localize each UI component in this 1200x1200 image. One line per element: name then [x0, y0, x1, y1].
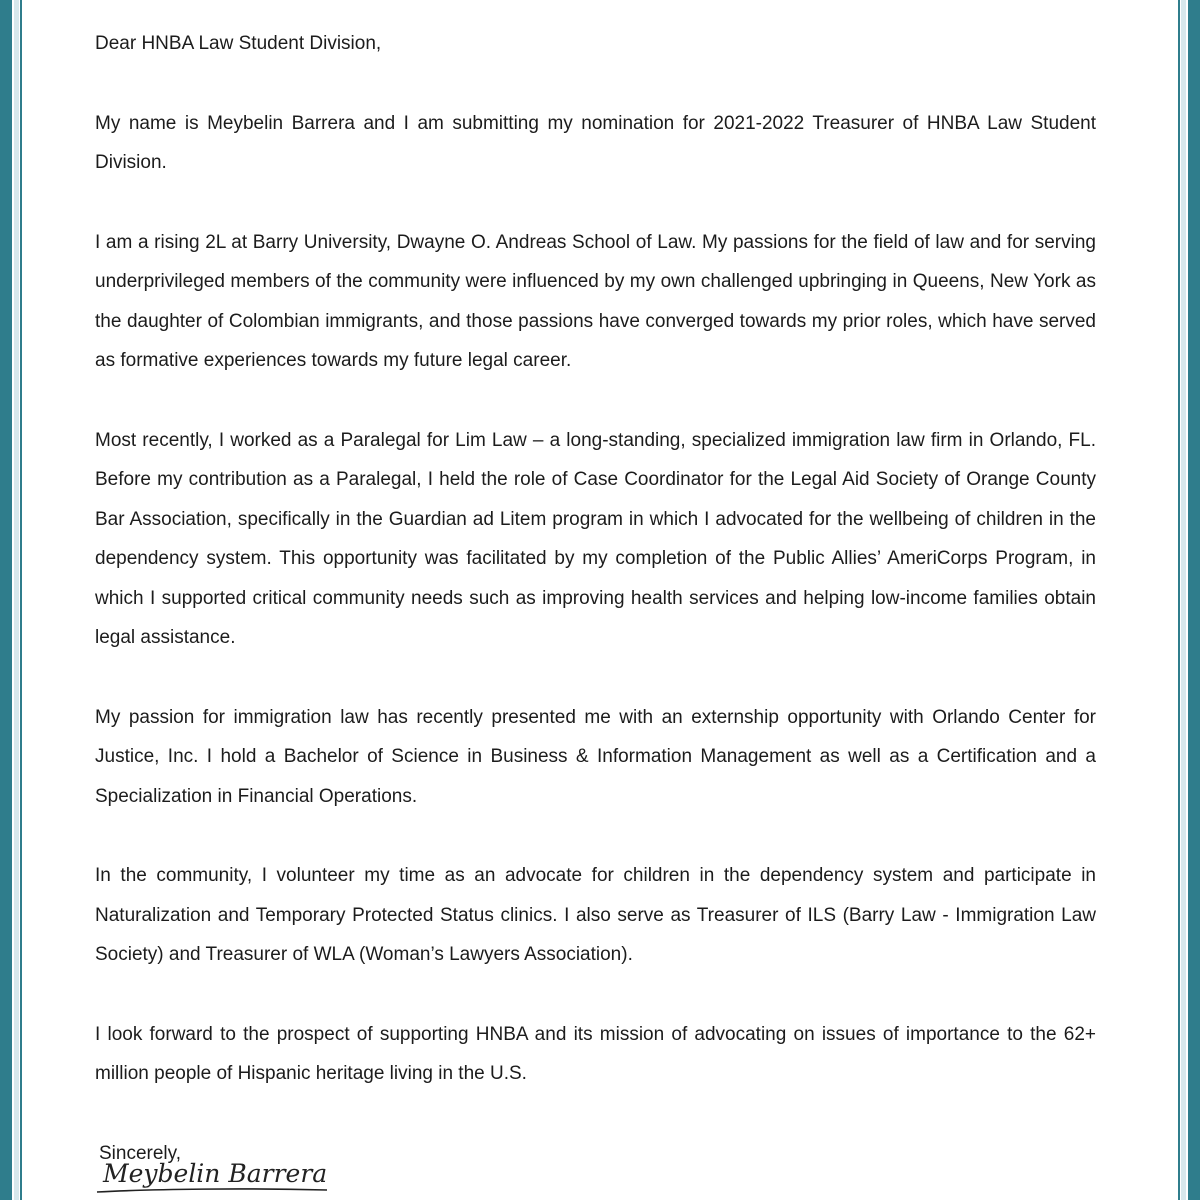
- left-border: [0, 0, 12, 1200]
- left-border-line: [20, 0, 22, 1200]
- right-border-line: [1178, 0, 1180, 1200]
- right-border-inner: [1181, 0, 1186, 1200]
- left-border-inner: [14, 0, 19, 1200]
- letter-body: [95, 24, 1096, 1173]
- signature: [95, 1150, 335, 1200]
- greeting: Dear HNBA Law Student Division,: [95, 33, 382, 54]
- paragraph-nomination: My name is Meybelin Barrera and I am submitting my nomination for 2021-2022 Treasurer of HNBA Law Student Division.: [95, 112, 1096, 173]
- paragraph-background: I am a rising 2L at Barry University, Dwayne O. Andreas School of Law. My passions for the field of law and for serving underprivileged members of the community were influenced by my own challenged upbringing in Queens, New York as the daughter of Colombian immigrants, and those passions have converged towards my prior roles, which have served as formative experiences towards my future legal career.: [95, 231, 1096, 371]
- paragraph-community: In the community, I volunteer my time as an advocate for children in the dependency system and participate in Naturalization and Temporary Protected Status clinics. I also serve as Treasurer of ILS (Barry Law - Immigration Law Society) and Treasurer of WLA (Woman’s Lawyers Association).: [95, 865, 1096, 965]
- signature-text: Meybelin Barrera: [103, 1159, 328, 1188]
- closing: Sincerely,: [99, 1142, 182, 1164]
- paragraph-closing: I look forward to the prospect of supporting HNBA and its mission of advocating on issues of importance to the 62+ million people of Hispanic heritage living in the U.S.: [95, 1023, 1096, 1084]
- paragraph-education: My passion for immigration law has recently presented me with an externship opportunity with Orlando Center for Justice, Inc. I hold a Bachelor of Science in Business & Information Management as well as a Certification and a Specialization in Financial Operations.: [95, 706, 1096, 807]
- signature-scribble: [95, 1150, 335, 1200]
- paragraph-experience: Most recently, I worked as a Paralegal for Lim Law – a long-standing, specialized immigration law firm in Orlando, FL. Before my contribution as a Paralegal, I held the role of Case Coordinator for the Legal Aid Society of Orange County Bar Association, specifically in the Guardian ad Litem program in which I advocated for the wellbeing of children in the dependency system. This opportunity was facilitated by my completion of the Public Allies’ AmeriCorps Program, in which I supported critical community needs such as improving health services and helping low-income families obtain legal assistance.: [95, 429, 1096, 648]
- right-border: [1188, 0, 1200, 1200]
